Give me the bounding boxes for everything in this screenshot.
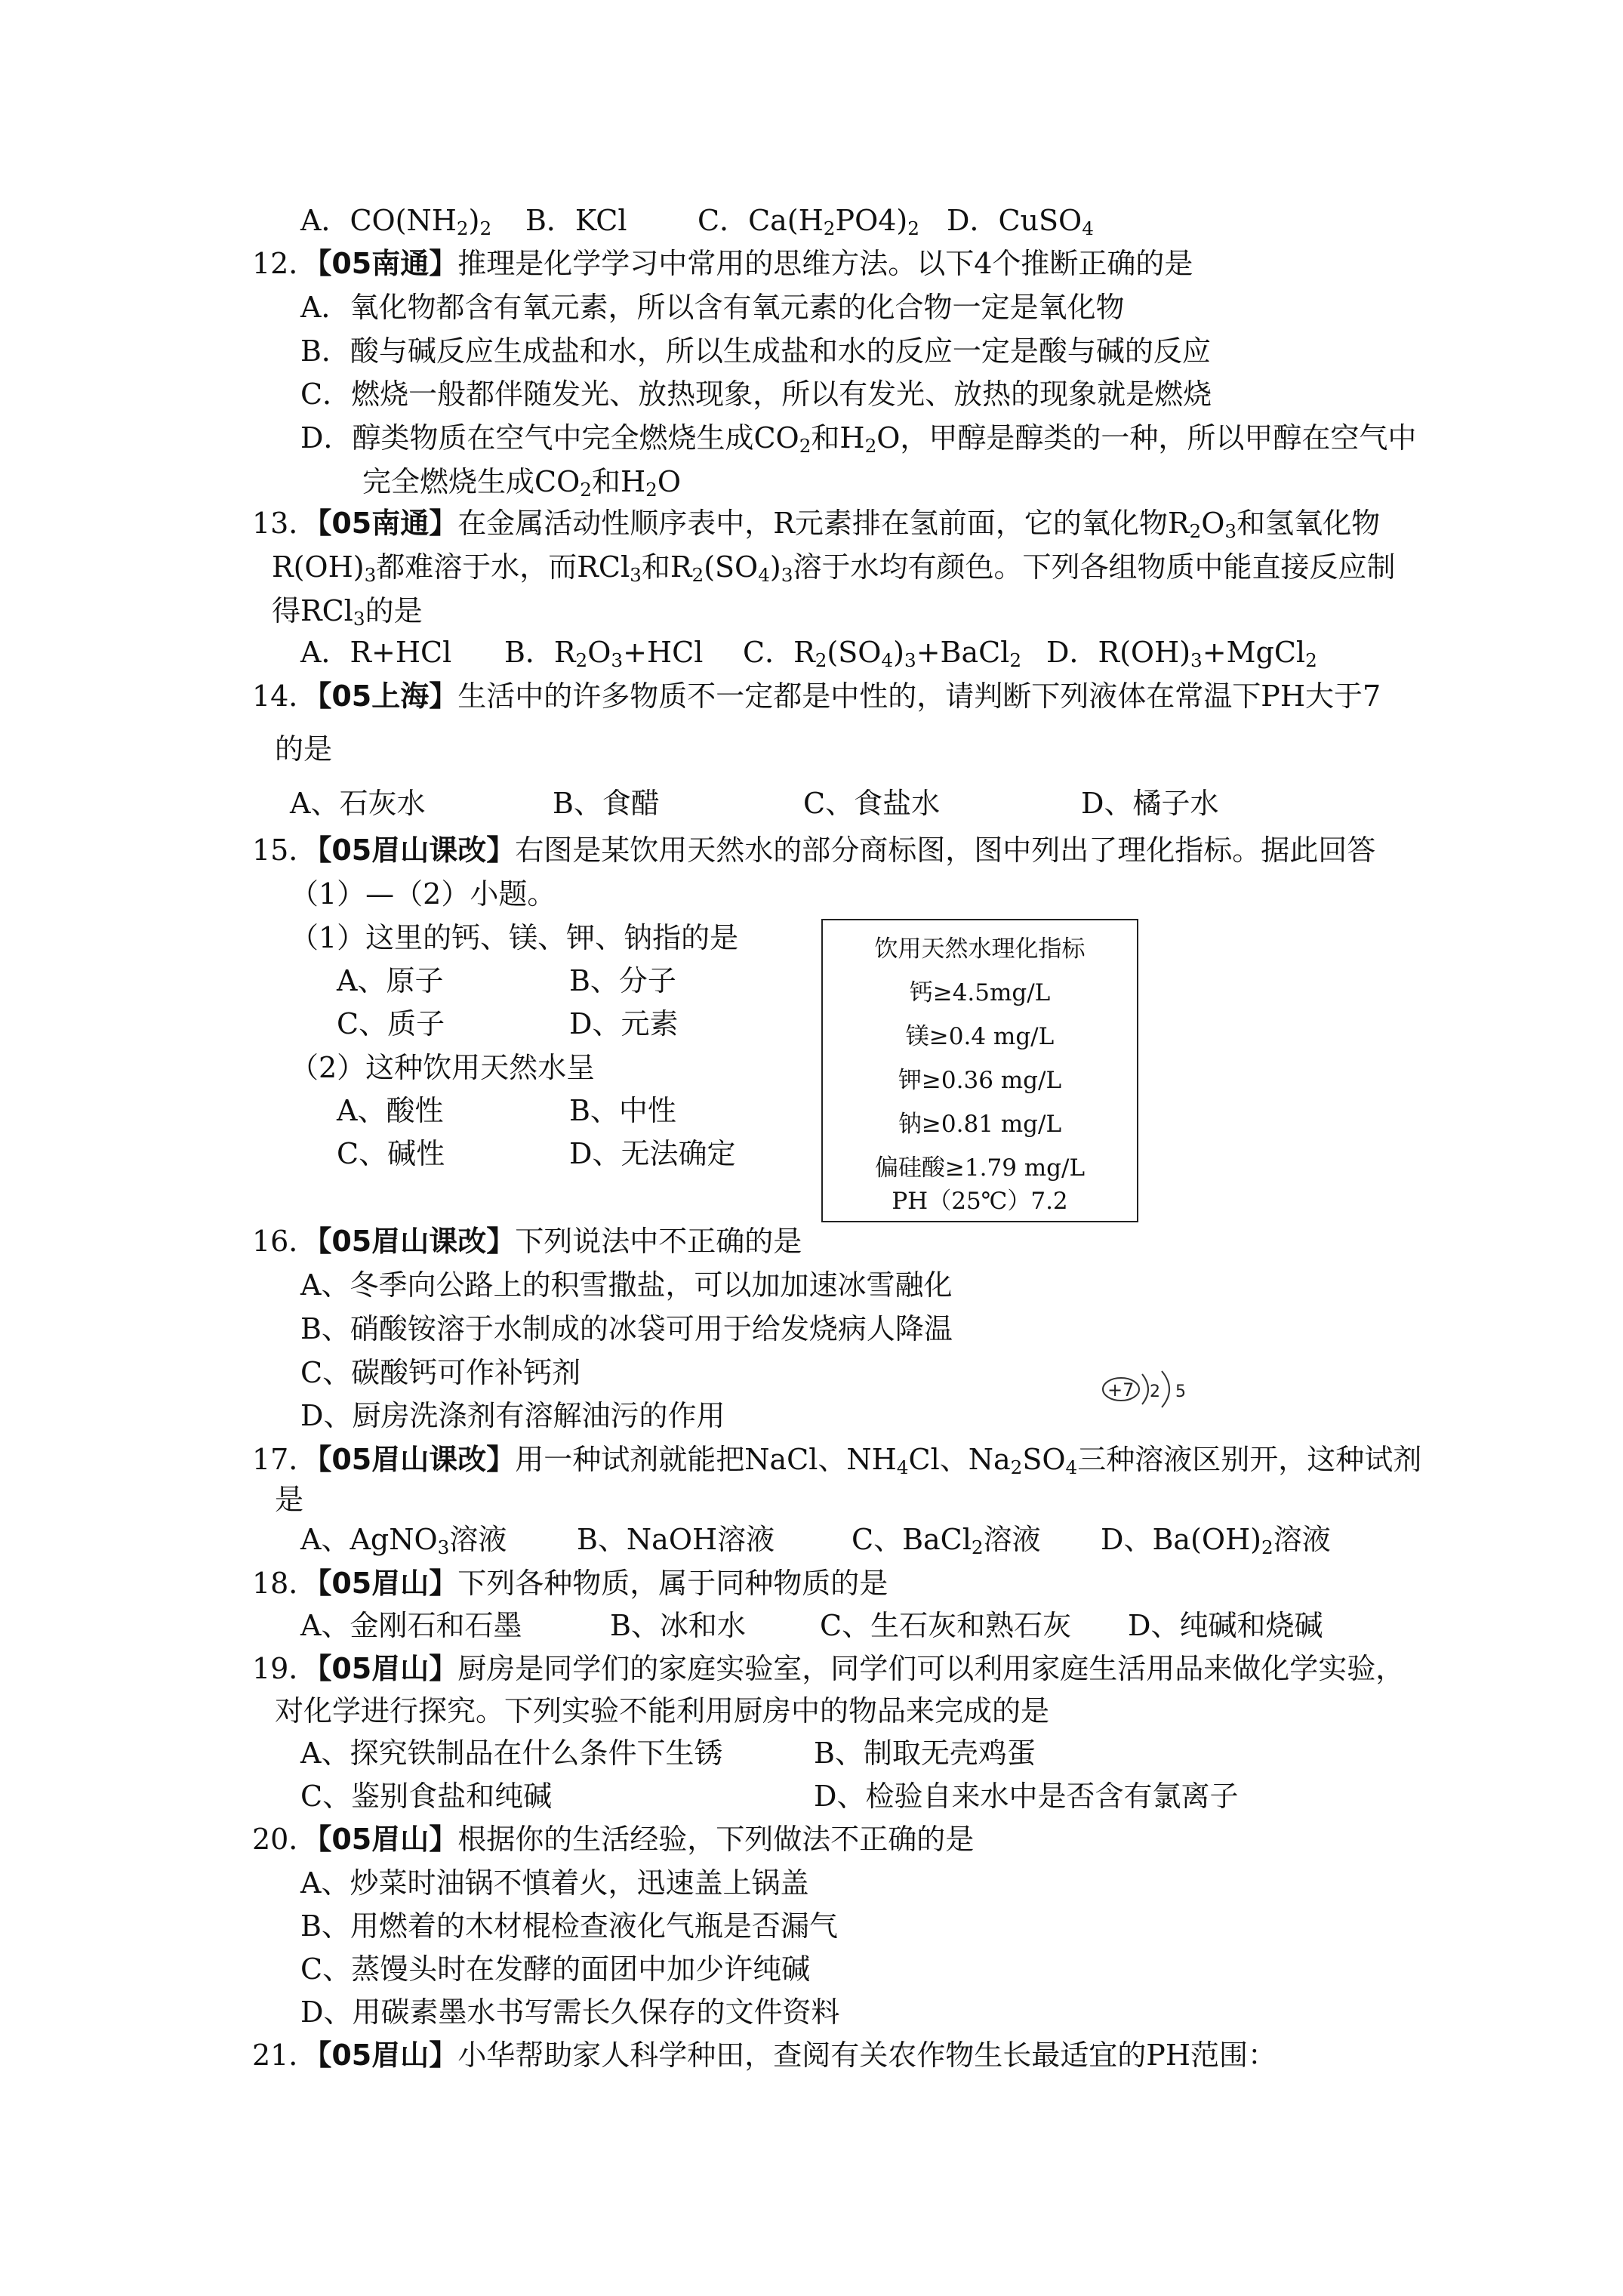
water-label-box bbox=[821, 919, 1138, 1222]
q17-stem-line2: 是 bbox=[275, 1483, 304, 1516]
q12-source-label: 【05南通】 bbox=[317, 247, 458, 280]
q15-1-option-d: D、元素 bbox=[569, 1007, 679, 1040]
q20-option-c: C、蒸馒头时在发酵的面团中加少许纯碱 bbox=[300, 1952, 811, 1986]
q15-source-label: 【05眉山课改】 bbox=[317, 834, 516, 867]
q18-option-b: B、冰和水 bbox=[610, 1609, 746, 1642]
water-label-metasilicic-acid: 偏硅酸≥1.79 mg/L bbox=[874, 1154, 1086, 1182]
q19-source-label: 【05眉山】 bbox=[317, 1652, 458, 1685]
q14-option-a: A、石灰水 bbox=[290, 787, 426, 820]
q17-option-d: D、$Ba(OH)_2$溶液 bbox=[1101, 1523, 1331, 1559]
q11-option-b: B．KCl bbox=[525, 204, 627, 237]
q14-stem-line2: 的是 bbox=[275, 732, 333, 766]
q13-stem-line3: 得RCl$_3$的是 bbox=[272, 594, 423, 630]
water-label-magnesium: 镁≥0.4 mg/L bbox=[905, 1023, 1055, 1050]
q12-stem: 12．【05南通】推理是化学学习中常用的思维方法。以下4个推断正确的是 bbox=[252, 247, 1193, 280]
q11-option-c: C．$Ca(H_2PO4)_2$ bbox=[698, 204, 919, 240]
q17-stem: 17．【05眉山课改】用一种试剂就能把NaCl、$NH_4Cl$、$Na_2SO_4$三种溶液区别开，这种试剂 bbox=[252, 1443, 1422, 1479]
q13-option-a: A．R+HCl bbox=[300, 636, 452, 669]
q17-option-a: A、AgNO$_3$溶液 bbox=[300, 1523, 507, 1559]
q12-option-b: B．酸与碱反应生成盐和水，所以生成盐和水的反应一定是酸与碱的反应 bbox=[300, 334, 1211, 368]
q18-source-label: 【05眉山】 bbox=[317, 1567, 458, 1600]
q19-option-c: C、鉴别食盐和纯碱 bbox=[300, 1780, 553, 1813]
q20-option-d: D、用碳素墨水书写需长久保存的文件资料 bbox=[300, 1996, 840, 2029]
atom-shell-2-count: 5 bbox=[1175, 1382, 1186, 1401]
q15-2-option-c: C、碱性 bbox=[337, 1137, 445, 1170]
atom-nucleus-charge: +7 bbox=[1107, 1379, 1135, 1401]
q15-2-option-a: A、酸性 bbox=[337, 1094, 444, 1127]
q21-source-label: 【05眉山】 bbox=[317, 2039, 458, 2072]
q15-part1: （1）这里的钙、镁、钾、钠指的是 bbox=[290, 921, 739, 954]
q13-option-d: D．$R(OH)_3+MgCl_2$ bbox=[1046, 636, 1317, 672]
q12-option-d: D．醇类物质在空气中完全燃烧生成$CO_2$和$H_2O$，甲醇是醇类的一种，所以甲醇在空气中 bbox=[300, 421, 1417, 458]
q15-1-option-b: B、分子 bbox=[569, 964, 676, 997]
atom-shell-1-count: 2 bbox=[1150, 1382, 1160, 1401]
q15-2-option-d: D、无法确定 bbox=[569, 1137, 736, 1170]
q13-option-b: B．$R_2O_3+HCl$ bbox=[504, 636, 704, 672]
q13-source-label: 【05南通】 bbox=[317, 507, 458, 540]
q15-stem: 15．【05眉山课改】右图是某饮用天然水的部分商标图，图中列出了理化指标。据此回答 bbox=[252, 834, 1376, 867]
q16-source-label: 【05眉山课改】 bbox=[317, 1225, 516, 1258]
q13-stem: 13．【05南通】在金属活动性顺序表中，R元素排在氢前面，它的氧化物$R_2O_3$和氢氧化物 bbox=[252, 507, 1381, 543]
q16-option-b: B、硝酸铵溶于水制成的冰袋可用于给发烧病人降温 bbox=[300, 1312, 953, 1345]
q18-option-c: C、生石灰和熟石灰 bbox=[820, 1609, 1072, 1642]
q18-stem: 18．【05眉山】下列各种物质，属于同种物质的是 bbox=[252, 1567, 888, 1600]
q17-source-label: 【05眉山课改】 bbox=[317, 1443, 516, 1476]
q13-stem-line2: $R(OH)_3$都难溶于水，而RCl$_3$和$R_2(SO_4)_3$溶于水均有颜色。下列各组物质中能直接反应制 bbox=[272, 550, 1396, 587]
q13-option-c: C．$R_2(SO_4)_3+BaCl_2$ bbox=[743, 636, 1022, 672]
q15-stem-line2: （1）—（2）小题。 bbox=[290, 877, 556, 911]
water-label-title: 饮用天然水理化指标 bbox=[874, 935, 1086, 963]
q19-option-d: D、检验自来水中是否含有氯离子 bbox=[814, 1780, 1239, 1813]
q19-stem: 19．【05眉山】厨房是同学们的家庭实验室，同学们可以利用家庭生活用品来做化学实验， bbox=[252, 1652, 1405, 1685]
q14-stem: 14．【05上海】生活中的许多物质不一定都是中性的，请判断下列液体在常温下PH大于7 bbox=[252, 680, 1381, 713]
q12-option-d-cont: 完全燃烧生成$CO_2$和$H_2O$ bbox=[362, 465, 681, 501]
q12-option-a: A．氧化物都含有氧元素，所以含有氧元素的化合物一定是氧化物 bbox=[300, 291, 1125, 324]
q15-part2: （2）这种饮用天然水呈 bbox=[290, 1051, 596, 1084]
q16-option-a: A、冬季向公路上的积雪撒盐，可以加加速冰雪融化 bbox=[300, 1268, 953, 1302]
q19-option-a: A、探究铁制品在什么条件下生锈 bbox=[300, 1737, 723, 1770]
q19-stem-line2: 对化学进行探究。下列实验不能利用厨房中的物品来完成的是 bbox=[275, 1694, 1050, 1727]
atom-structure-sketch bbox=[1098, 1365, 1196, 1410]
q20-option-a: A、炒菜时油锅不慎着火，迅速盖上锅盖 bbox=[300, 1866, 809, 1900]
water-label-potassium: 钾≥0.36 mg/L bbox=[898, 1067, 1062, 1094]
q17-option-c: C、BaCl$_2$溶液 bbox=[852, 1523, 1041, 1559]
water-label-ph: PH（25℃）7.2 bbox=[892, 1188, 1068, 1215]
q16-option-c: C、碳酸钙可作补钙剂 bbox=[300, 1356, 581, 1389]
q21-stem: 21．【05眉山】小华帮助家人科学种田，查阅有关农作物生长最适宜的PH范围： bbox=[252, 2039, 1277, 2072]
q14-option-d: D、橘子水 bbox=[1081, 787, 1219, 820]
q20-stem: 20．【05眉山】根据你的生活经验，下列做法不正确的是 bbox=[252, 1823, 975, 1856]
q14-option-b: B、食醋 bbox=[553, 787, 660, 820]
q14-option-c: C、食盐水 bbox=[803, 787, 941, 820]
q15-1-option-a: A、原子 bbox=[337, 964, 444, 997]
water-label-calcium: 钙≥4.5mg/L bbox=[909, 979, 1051, 1006]
q16-stem: 16．【05眉山课改】下列说法中不正确的是 bbox=[252, 1225, 802, 1258]
q11-option-a: A．$CO(NH_2)_2$ bbox=[300, 204, 492, 240]
q19-option-b: B、制取无壳鸡蛋 bbox=[814, 1737, 1036, 1770]
q11-option-d: D．CuSO$_4$ bbox=[947, 204, 1094, 240]
q15-2-option-b: B、中性 bbox=[569, 1094, 676, 1127]
q15-1-option-c: C、质子 bbox=[337, 1007, 445, 1040]
q12-option-c: C．燃烧一般都伴随发光、放热现象，所以有发光、放热的现象就是燃烧 bbox=[300, 378, 1212, 411]
q18-option-a: A、金刚石和石墨 bbox=[300, 1609, 522, 1642]
q17-option-b: B、NaOH溶液 bbox=[577, 1523, 775, 1556]
water-label-sodium: 钠≥0.81 mg/L bbox=[898, 1111, 1062, 1138]
q16-option-d: D、厨房洗涤剂有溶解油污的作用 bbox=[300, 1399, 725, 1432]
q20-source-label: 【05眉山】 bbox=[317, 1823, 458, 1856]
q14-source-label: 【05上海】 bbox=[317, 680, 458, 713]
q20-option-b: B、用燃着的木材棍检查液化气瓶是否漏气 bbox=[300, 1909, 838, 1943]
q18-option-d: D、纯碱和烧碱 bbox=[1128, 1609, 1323, 1642]
